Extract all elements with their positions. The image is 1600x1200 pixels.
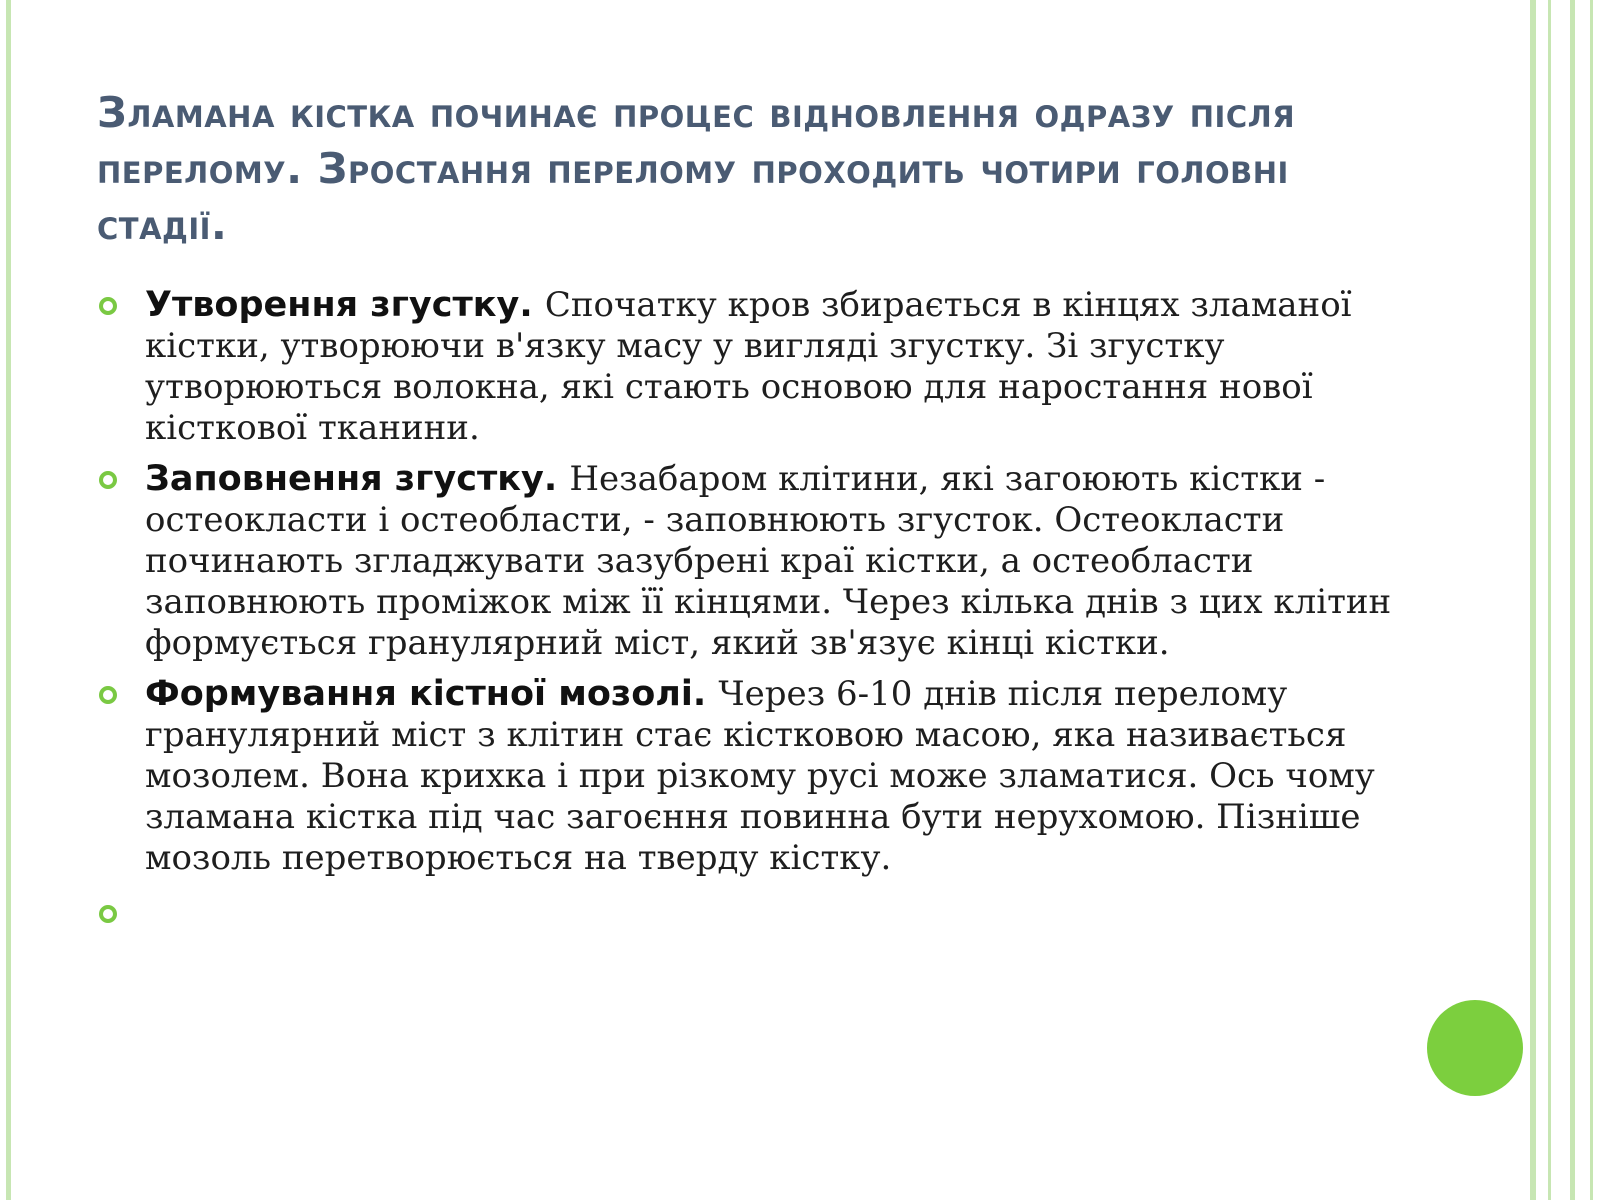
bullet-text: Незабаром клітини, які загоюють кістки - остеокласти і остеобласти, - заповнюють згусток. Остеокласти починають згладжувати зазубрені краї кістки, а остеобласти заповнюють проміжок між її кінцями. Через кілька днів з цих клітин формується гранулярний міст, який зв'язує кінці кістки. bbox=[145, 459, 1392, 663]
slide-title: Зламана кістка починає процес відновлення одразу після перелому. Зростання перелому проходить чотири головні стадії. bbox=[97, 88, 1296, 249]
bullet-heading: Формування кістної мозолі. bbox=[145, 674, 719, 714]
bullet-circle-icon bbox=[99, 297, 117, 315]
bullet-item bbox=[97, 674, 1397, 879]
left-border-stripe bbox=[6, 0, 11, 1200]
right-border-stripe bbox=[1590, 0, 1593, 1200]
green-circle-decoration-icon bbox=[1427, 1000, 1523, 1096]
bullet-heading: Заповнення згустку. bbox=[145, 459, 570, 499]
bullet-list bbox=[97, 285, 1397, 944]
right-border-stripe bbox=[1530, 0, 1536, 1200]
right-border-stripe bbox=[1570, 0, 1575, 1200]
bullet-text: Через 6-10 днів після перелому гранулярний міст з клітин стає кістковою масою, яка називається мозолем. Вона крихка і при різкому русі може зламатися. Ось чому зламана кістка під час загоєння повинна бути нерухомою. Пізніше мозоль перетворюється на тверду кістку. bbox=[145, 674, 1375, 878]
bullet-circle-icon bbox=[99, 471, 117, 489]
right-border-stripe bbox=[1548, 0, 1551, 1200]
bullet-item bbox=[97, 285, 1397, 449]
empty-bullet-item bbox=[97, 893, 1397, 934]
bullet-circle-icon bbox=[99, 686, 117, 704]
bullet-item bbox=[97, 459, 1397, 664]
bullet-heading: Утворення згустку. bbox=[145, 285, 545, 325]
bullet-text: Спочатку кров збирається в кінцях зламаної кістки, утворюючи в'язку масу у вигляді згустку. Зі згустку утворюються волокна, які стають основою для наростання нової кісткової тканини. bbox=[145, 285, 1352, 448]
bullet-circle-icon bbox=[99, 905, 117, 923]
